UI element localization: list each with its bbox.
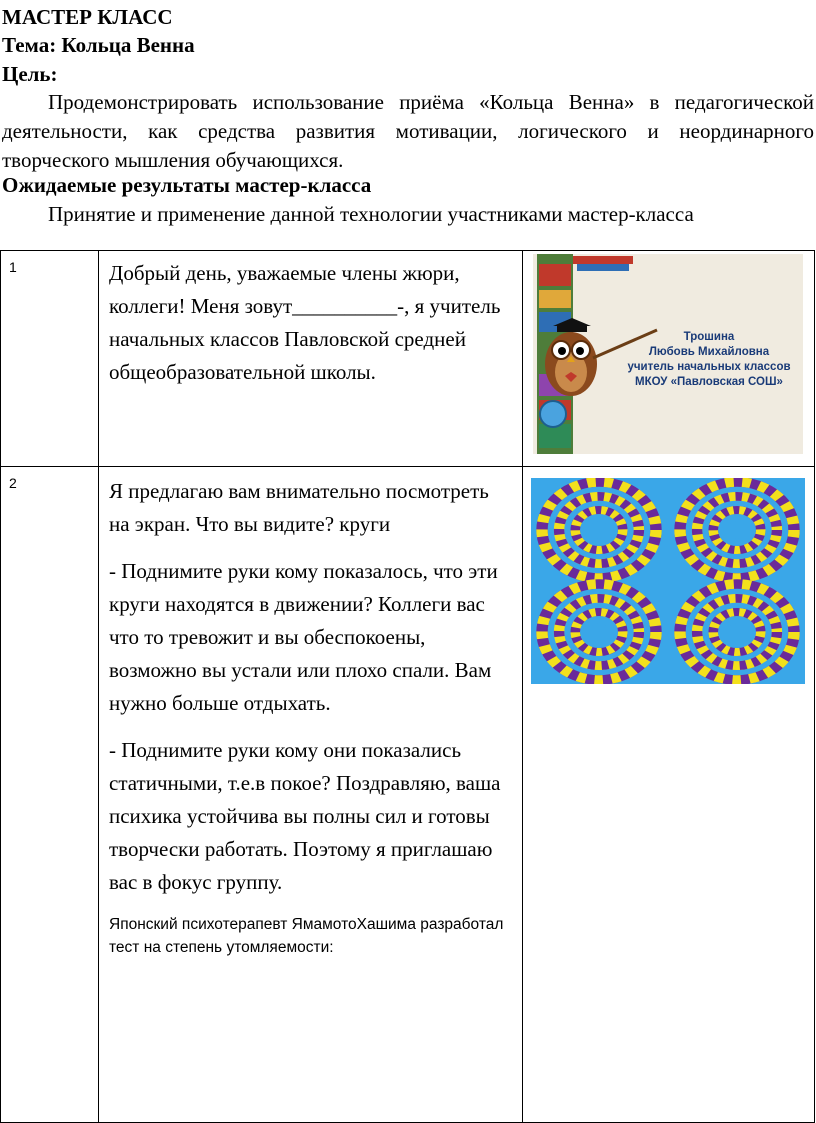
goal-label: Цель: xyxy=(2,62,58,86)
row-number: 2 xyxy=(9,475,17,491)
rotating-snakes-illusion xyxy=(531,478,805,684)
text-cell xyxy=(99,251,523,467)
text-cell xyxy=(99,467,523,1123)
owl-teacher-image xyxy=(533,254,803,454)
doc-title: МАСТЕР КЛАСС xyxy=(2,5,173,29)
row-number-cell xyxy=(1,467,99,1123)
row2-paragraph-2: - Поднимите руки кому показалось, что эти круги находятся в движении? Коллеги вас что то тревожит и вы обеспокоены, возможно вы устали или плохо спали. Вам нужно больше отдыхать. xyxy=(109,559,498,715)
illusion-image xyxy=(531,478,805,684)
owl-caption xyxy=(621,330,797,390)
row2-paragraph-1: Я предлагаю вам внимательно посмотреть на экран. Что вы видите? круги xyxy=(109,479,489,536)
caption-line: Любовь Михайловна xyxy=(648,346,770,358)
results-heading: Ожидаемые результаты мастер-класса xyxy=(2,173,372,197)
results-text: Принятие и применение данной технологии участниками мастер-класса xyxy=(48,202,694,226)
row2-paragraph-3: - Поднимите руки кому они показались статичными, т.е.в покое? Поздравляю, ваша психика устойчива вы полны сил и готовы творчески работать. Поэтому я приглашаю вас в фокус группу. xyxy=(109,738,501,894)
caption-line: Трошина xyxy=(683,331,735,343)
caption-line: МКОУ «Павловская СОШ» xyxy=(635,376,783,388)
test-note: Японский психотерапевт ЯмамотоХашима разработал тест на степень утомляемости: xyxy=(109,916,504,956)
row1-paragraph: Добрый день, уважаемые члены жюри, коллеги! Меня зовут__________-, я учитель начальных классов Павловской средней общеобразовательной школы. xyxy=(109,261,501,384)
goal-text: Продемонстрировать использование приёма «Кольца Венна» в педагогической деятельности, как средства развития мотивации, логического и неординарного творческого мышления обучающихся. xyxy=(2,90,814,172)
goal-paragraph xyxy=(2,88,814,175)
row-number-cell xyxy=(1,251,99,467)
caption-line: учитель начальных классов xyxy=(627,361,791,373)
topic-heading: Тема: Кольца Венна xyxy=(2,33,195,57)
row-number: 1 xyxy=(9,259,17,275)
